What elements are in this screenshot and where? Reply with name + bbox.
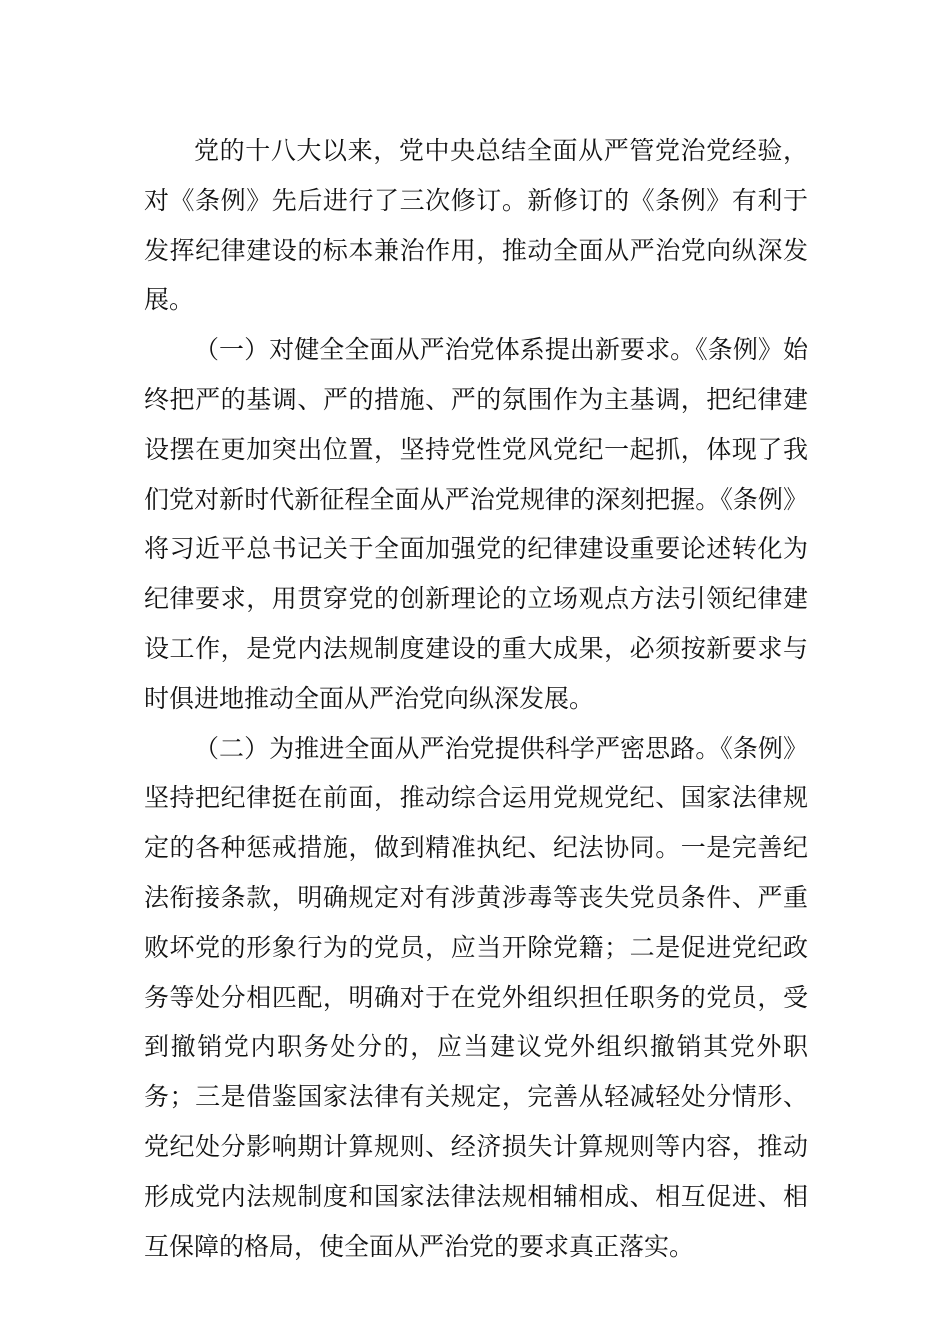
paragraph-section-two: （二）为推进全面从严治党提供科学严密思路。《条例》坚持把纪律挺在前面，推动综合运用党规党纪、国家法律规定的各种惩戒措施，做到精准执纪、纪法协同。一是完善纪法衔接条款，明确规定对有涉黄涉毒等丧失党员条件、严重败坏党的形象行为的党员，应当开除党籍；二是促进党纪政务等处分相匹配，明确对于在党外组织担任职务的党员，受到撤销党内职务处分的，应当建议党外组织撤销其党外职务；三是借鉴国家法律有关规定，完善从轻减轻处分情形、党纪处分影响期计算规则、经济损失计算规则等内容，推动形成党内法规制度和国家法律法规相辅相成、相互促进、相互保障的格局，使全面从严治党的要求真正落实。 <box>144 733 808 1261</box>
paragraph-section-one: （一）对健全全面从严治党体系提出新要求。《条例》始终把严的基调、严的措施、严的氛围作为主基调，把纪律建设摆在更加突出位置，坚持党性党风党纪一起抓，体现了我们党对新时代新征程全面从严治党规律的深刻把握。《条例》将习近平总书记关于全面加强党的纪律建设重要论述转化为纪律要求，用贯穿党的创新理论的立场观点方法引领纪律建设工作，是党内法规制度建设的重大成果，必须按新要求与时俱进地推动全面从严治党向纵深发展。 <box>144 335 808 713</box>
document-body <box>144 126 808 1271</box>
paragraph-intro: 党的十八大以来，党中央总结全面从严管党治党经验，对《条例》先后进行了三次修订。新修订的《条例》有利于发挥纪律建设的标本兼治作用，推动全面从严治党向纵深发展。 <box>144 136 808 315</box>
